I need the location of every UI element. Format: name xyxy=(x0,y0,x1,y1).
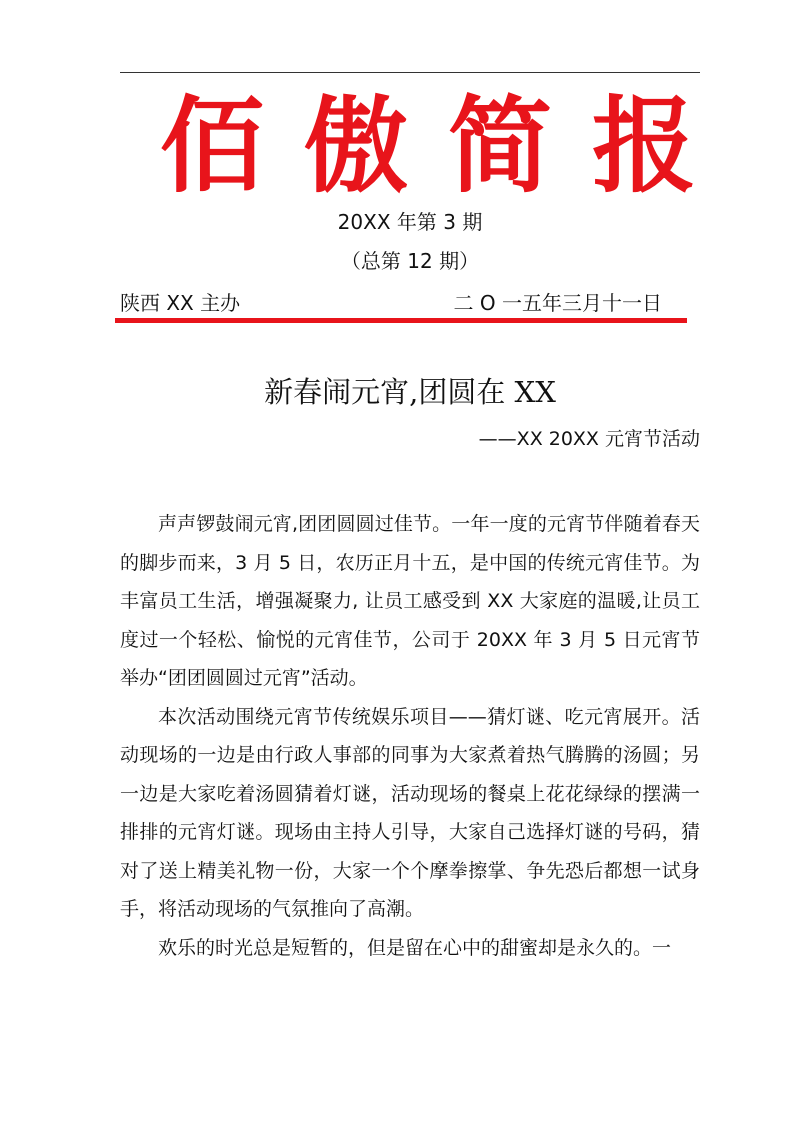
article-paragraph-1: 声声锣鼓闹元宵,团团圆圆过佳节。一年一度的元宵节伴随着春天的脚步而来，3 月 5 日，农历正月十五，是中国的传统元宵佳节。为丰富员工生活，增强凝聚力, 让员工感受到 XX 大家庭的温暖,让员工度过一个轻松、愉悦的元宵佳节，公司于 20XX 年 3 月 5 日元宵节举办“团团圆圆过元宵”活动。 xyxy=(120,513,700,689)
article-paragraph-3: 欢乐的时光总是短暂的，但是留在心中的甜蜜却是永久的。一 xyxy=(158,936,672,959)
top-rule xyxy=(120,72,700,73)
masthead-red-rule xyxy=(115,318,687,323)
issue-number: 20XX 年第 3 期 xyxy=(337,210,483,234)
host-organization: 陕西 XX 主办 xyxy=(120,291,241,315)
article-subtitle: ——XX 20XX 元宵节活动 xyxy=(478,428,700,450)
article-body xyxy=(120,505,700,967)
publish-date: 二 O 一五年三月十一日 xyxy=(453,291,662,315)
article-headline: 新春闹元宵,团圆在 XX xyxy=(264,375,556,409)
masthead-title: 佰傲简报 xyxy=(160,84,737,207)
article-paragraph-2: 本次活动围绕元宵节传统娱乐项目——猜灯谜、吃元宵展开。活动现场的一边是由行政人事部的同事为大家煮着热气腾腾的汤圆；另一边是大家吃着汤圆猜着灯谜，活动现场的餐桌上花花绿绿的摆满一排排的元宵灯谜。现场由主持人引导，大家自己选择灯谜的号码，猜对了送上精美礼物一份，大家一个个摩拳擦掌、争先恐后都想一试身手，将活动现场的气氛推向了高潮。 xyxy=(120,705,700,920)
total-issue-number: （总第 12 期） xyxy=(340,249,480,273)
